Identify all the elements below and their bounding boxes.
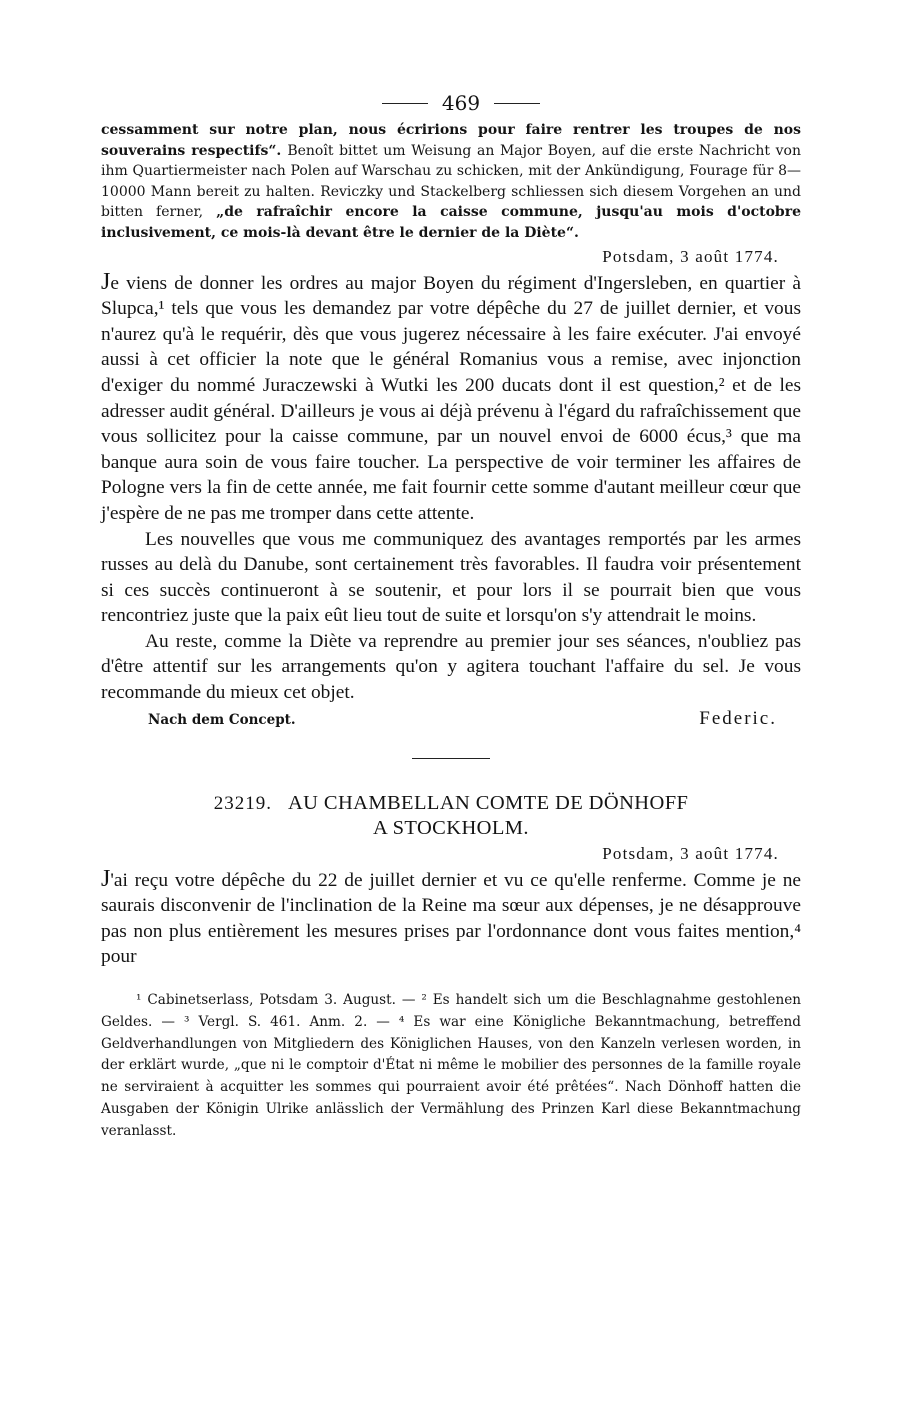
letter-1-paragraph-3: Au reste, comme la Diète va reprendre au premier jour ses séances, n'oubliez pas d'être attentif sur les arrangements qu'on y agitera touchant l'affaire du sel. Je vous recommande du mieux cet objet. [101, 630, 801, 704]
intro-note [101, 120, 801, 244]
page-header [121, 86, 801, 120]
footnotes: ¹ Cabinetserlass, Potsdam 3. August. — ² Es handelt sich um die Beschlagnahme gestohlenen Geldes. — ³ Vergl. S. 461. Anm. 2. — ⁴ Es war eine Königliche Bekanntmachung, betreffend Geldverhandlungen von Mitgliedern des Königlichen Hauses, von den Kanzeln verlesen worden, in der erklärt wurde, „que ni le comptoir d'État ni même le mobilier des personnes de la famille royale ne serviraient à acquitter les sommes qui pourraient avoir été prêtées“. Nach Dönhoff hatten die Ausgaben der Königin Ulrike anlässlich der Vermählung des Prinzen Karl diese Bekanntmachung veranlasst. [101, 992, 801, 1139]
source-note: Nach dem Concept. [148, 711, 296, 728]
letter-1-paragraph-2: Les nouvelles que vous me communiquez des avantages remportés par les armes russes au delà du Danube, sont certainement très favorables. Il faudra voir présentement si ces succès continueront à se soutenir, et pour lors il se pourrait bien que vous rencontriez juste que la paix eût lieu tout de suite et lorsqu'on s'y attendrait le moins. [101, 528, 801, 627]
letter-1-paragraph-1-text: e viens de donner les ordres au major Boyen du régiment d'Ingersleben, en quartier à Slupca,¹ tels que vous les demandez par votre dépêche du 27 de juillet dernier, et vous n'aurez qu'à le requérir, dès que vous jugerez nécessaire à les faire exécuter. J'ai envoyé aussi à cet officier la note que le général Romanius vous a remise, avec injonction d'exiger du nommé Juraczewski à Wutki les 200 ducats dont il est question,² et de les adresser audit général. D'ailleurs je vous ai déjà prévenu à l'égard du rafraîchissement que vous sollicitez pour la caisse commune, par un nouvel envoi de 6000 écus,³ que ma banque aura soin de vous faire toucher. La perspective de voir terminer les affaires de Pologne vers la fin de cette année, me fait fournir cette somme d'autant meilleur cœur que j'espère de ne pas me tromper dans cette attente. [101, 272, 801, 524]
letter-2-paragraph-1 [101, 867, 801, 970]
intro-french-1: cessamment sur notre plan, nous écririons pour faire rentrer les troupes de nos souverains respectifs“. [101, 122, 801, 159]
intro-french-2: „de rafraîchir encore la caisse commune, jusqu'au mois d'octobre inclusivement, ce mois-là devant être le dernier de la Diète“. [101, 204, 801, 241]
letter-2-body [101, 867, 801, 970]
letter-2-paragraph-1-text: 'ai reçu votre dépêche du 22 de juillet dernier et vu ce qu'elle renferme. Comme je ne saurais disconvenir de l'inclination de la Reine ma sœur aux dépenses, je ne désapprouve pas non plus entièrement les mesures prises par l'ordonnance dont vous faites mention,⁴ pour [101, 869, 801, 968]
dateline-1: Potsdam, 3 août 1774. [602, 246, 779, 266]
dateline-2: Potsdam, 3 août 1774. [602, 843, 779, 863]
letter-title-line-1: AU CHAMBELLAN COMTE DE DÖNHOFF [287, 791, 689, 814]
letter-2-heading [101, 791, 801, 841]
heading-line-1 [101, 791, 801, 816]
document-page [101, 86, 801, 1143]
intro-german: Benoît bittet um Weisung an Major Boyen, auf die erste Nachricht von ihm Quartiermeister nach Polen auf Warschau zu schicken, mit der Ankündigung, Fourage für 8—10000 Mann bereit zu halten. Reviczky und Stackelberg schliessen sich diesem Vorgehen an und bitten ferner, [101, 142, 801, 221]
letter-number: 23219. [213, 792, 272, 814]
header-dash-right [494, 103, 540, 104]
section-divider [412, 758, 490, 759]
signature: Federic. [699, 707, 777, 729]
letter-title-line-2: A STOCKHOLM. [373, 816, 529, 839]
dropcap-1: J [101, 268, 111, 295]
signature-row [101, 708, 801, 730]
header-dash-left [382, 103, 428, 104]
letter-1-paragraph-1 [101, 270, 801, 527]
page-number: 469 [441, 91, 481, 115]
letter-1-body [101, 270, 801, 706]
dropcap-2: J [101, 865, 111, 892]
